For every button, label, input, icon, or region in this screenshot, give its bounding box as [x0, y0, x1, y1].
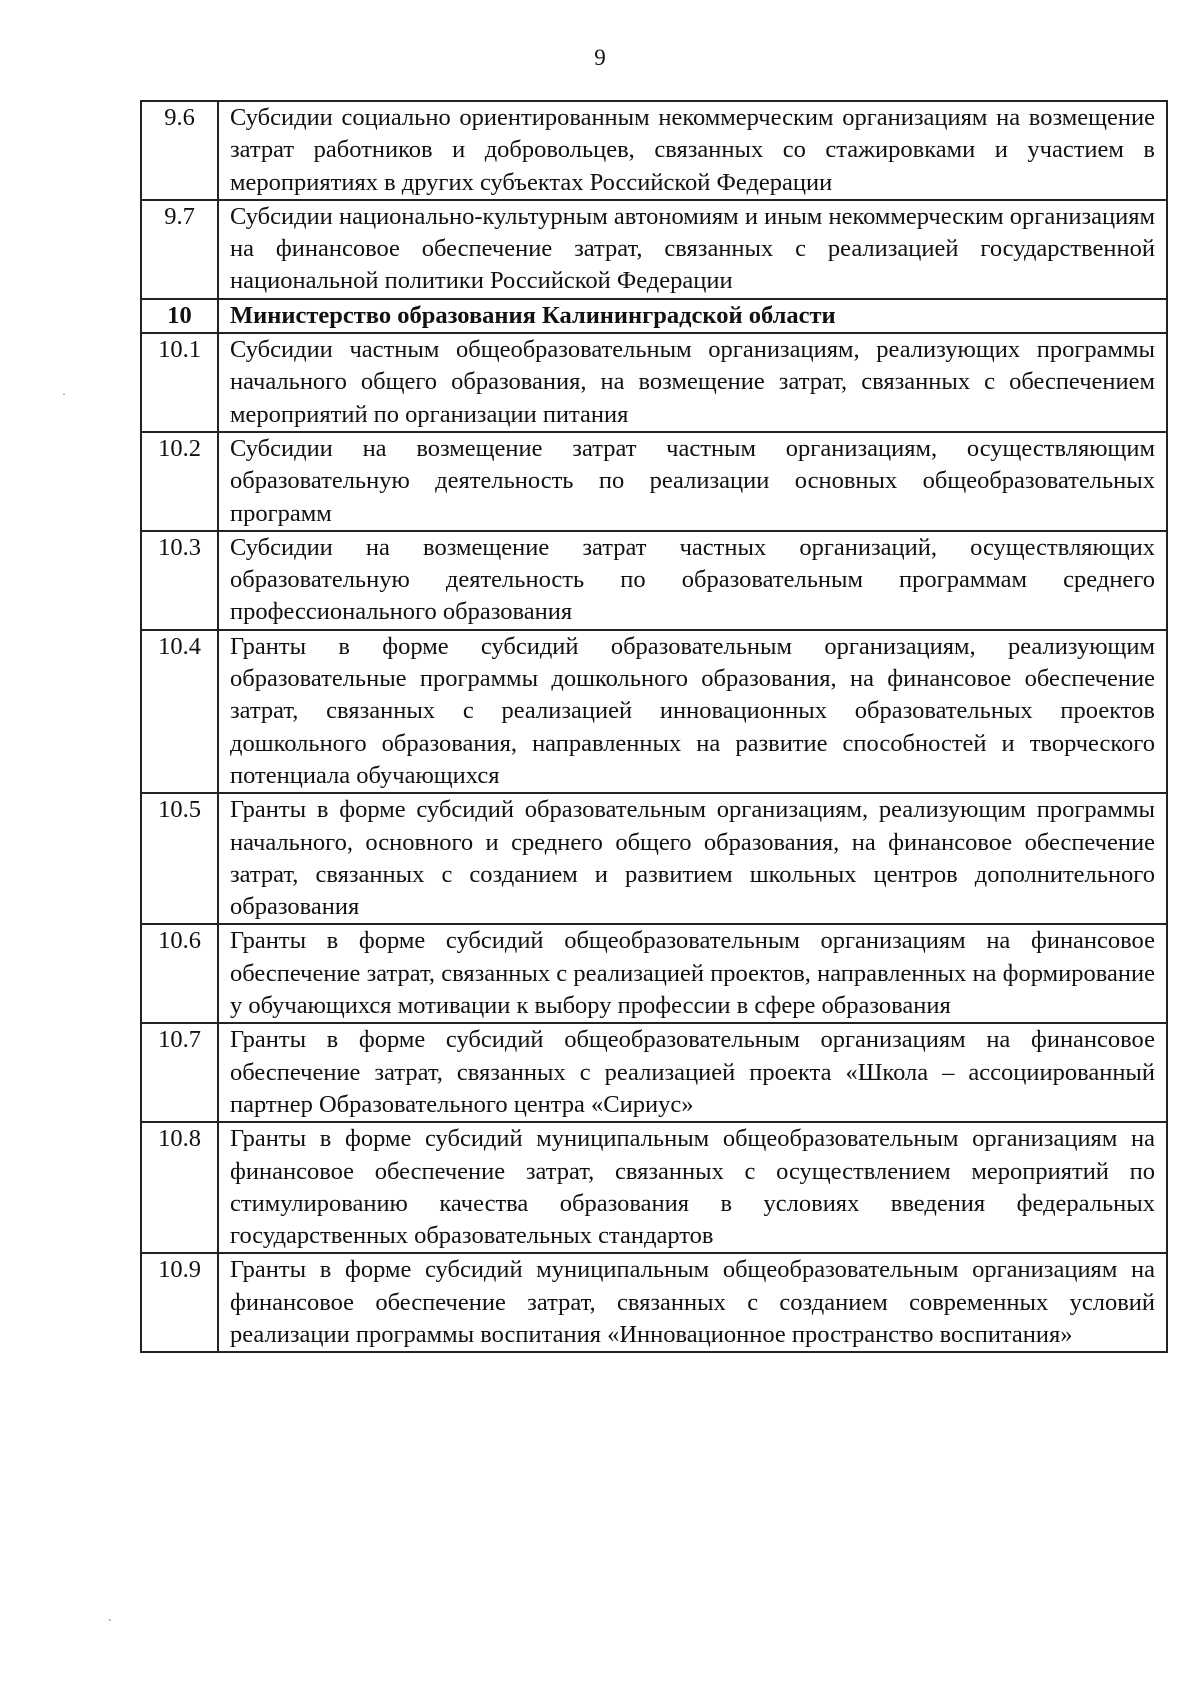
- row-text: Гранты в форме субсидий образовательным организациям, реализующим образовательные программы дошкольного образования, на финансовое обеспечение затрат, связанных с реализацией инновационных образовательных проектов дошкольного образования, направленных на развитие способностей и творческого потенциала обучающихся: [218, 630, 1167, 793]
- table-row: [141, 432, 1167, 531]
- table-row: [141, 200, 1167, 299]
- row-number: 10.6: [141, 924, 218, 1023]
- table-row: [141, 630, 1167, 793]
- row-text: Субсидии на возмещение затрат частным организациям, осуществляющим образовательную деятельность по реализации основных общеобразовательных программ: [218, 432, 1167, 531]
- row-number: 10.2: [141, 432, 218, 531]
- row-text: Гранты в форме субсидий общеобразовательным организациям на финансовое обеспечение затрат, связанных с реализацией проектов, направленных на формирование у обучающихся мотивации к выбору профессии в сфере образования: [218, 924, 1167, 1023]
- row-number: 10.3: [141, 531, 218, 630]
- subsidies-table: [140, 100, 1168, 1353]
- row-number: 9.7: [141, 200, 218, 299]
- row-number: 10.7: [141, 1023, 218, 1122]
- table-row: [141, 101, 1167, 200]
- section-header-row: [141, 299, 1167, 333]
- section-number: 10: [141, 299, 218, 333]
- table-row: [141, 1253, 1167, 1352]
- row-text: Гранты в форме субсидий муниципальным общеобразовательным организациям на финансовое обеспечение затрат, связанных с осуществлением мероприятий по стимулированию качества образования в условиях введения федеральных государственных образовательных стандартов: [218, 1122, 1167, 1253]
- page-number: 9: [594, 45, 606, 70]
- row-number: 10.5: [141, 793, 218, 924]
- row-text: Субсидии социально ориентированным некоммерческим организациям на возмещение затрат работников и добровольцев, связанных со стажировками и участием в мероприятиях в других субъектах Российской Федерации: [218, 101, 1167, 200]
- table-row: [141, 1122, 1167, 1253]
- row-number: 10.1: [141, 333, 218, 432]
- table-row: [141, 333, 1167, 432]
- row-text: Субсидии частным общеобразовательным организациям, реализующих программы начального общего образования, на возмещение затрат, связанных с обеспечением мероприятий по организации питания: [218, 333, 1167, 432]
- row-number: 10.8: [141, 1122, 218, 1253]
- row-number: 9.6: [141, 101, 218, 200]
- row-text: Субсидии на возмещение затрат частных организаций, осуществляющих образовательную деятельность по образовательным программам среднего профессионального образования: [218, 531, 1167, 630]
- table-row: [141, 793, 1167, 924]
- section-title: Министерство образования Калининградской области: [218, 299, 1167, 333]
- row-text: Гранты в форме субсидий общеобразовательным организациям на финансовое обеспечение затрат, связанных с реализацией проекта «Школа – ассоциированный партнер Образовательного центра «Сириус»: [218, 1023, 1167, 1122]
- scan-speck: ˴: [108, 1611, 112, 1625]
- row-number: 10.4: [141, 630, 218, 793]
- row-text: Гранты в форме субсидий муниципальным общеобразовательным организациям на финансовое обеспечение затрат, связанных с созданием современных условий реализации программы воспитания «Инновационное пространство воспитания»: [218, 1253, 1167, 1352]
- row-number: 10.9: [141, 1253, 218, 1352]
- row-text: Субсидии национально-культурным автономиям и иным некоммерческим организациям на финансовое обеспечение затрат, связанных с реализацией государственной национальной политики Российской Федерации: [218, 200, 1167, 299]
- row-text: Гранты в форме субсидий образовательным организациям, реализующим программы начального, основного и среднего общего образования, на финансовое обеспечение затрат, связанных с созданием и развитием школьных центров дополнительного образования: [218, 793, 1167, 924]
- table-row: [141, 531, 1167, 630]
- scan-speck: ·: [62, 387, 66, 401]
- table-row: [141, 1023, 1167, 1122]
- table-row: [141, 924, 1167, 1023]
